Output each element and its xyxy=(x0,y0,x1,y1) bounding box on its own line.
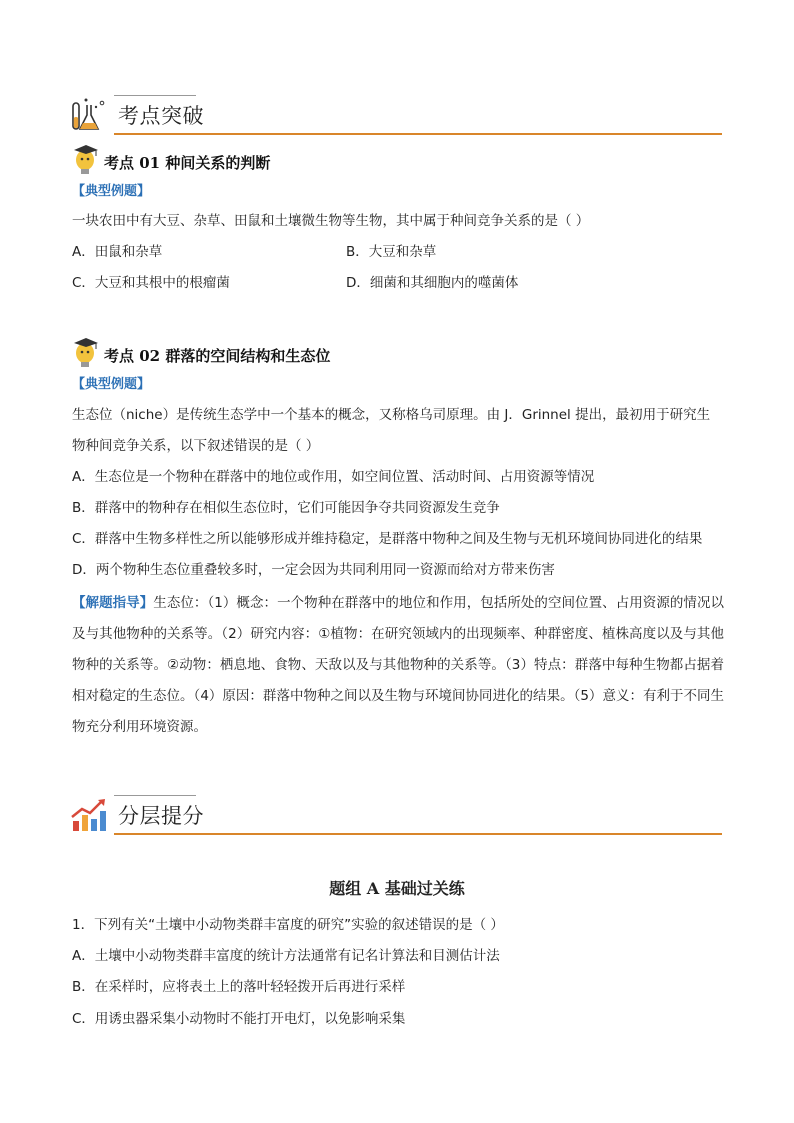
option-c: C．群落中生物多样性之所以能够形成并维持稳定，是群落中物种之间及生物与无机环境间协同进化的结果 xyxy=(72,531,703,547)
kaodian-02-heading xyxy=(72,335,472,369)
header-top-line xyxy=(114,95,196,96)
option-a: A．田鼠和杂草 xyxy=(72,244,163,260)
question-line-1: 生态位（niche）是传统生态学中一个基本的概念，又称格乌司原理。由 J．Grinnel 提出，最初用于研究生 xyxy=(72,407,711,423)
typical-example-tag: 【典型例题】 xyxy=(72,377,151,392)
option-b: B．群落中的物种存在相似生态位时，它们可能因争夺共同资源发生竞争 xyxy=(72,500,500,516)
option-d: D．细菌和其细胞内的噬菌体 xyxy=(346,275,519,291)
solution-guide-text: 生态位：（1）概念：一个物种在群落中的地位和作用，包括所处的空间位置、占用资源的情况以及与其他物种的关系等。（2）研究内容：①植物：在研究领域内的出现频率、种群密度、植株高度以及与其他物种的关系等。②动物：栖息地、食物、天敌以及与其他物种的关系等。（3）特点：群落中每种生物都占据着相对稳定的生态位。（4）原因：群落中物种之间以及生物与环境间协同进化的结果。（5）意义：有利于不同生物充分利用环境资源。 xyxy=(72,595,725,735)
option-b: B．在采样时，应将表土上的落叶轻轻拨开后再进行采样 xyxy=(72,979,406,995)
question-text: 一块农田中有大豆、杂草、田鼠和土壤微生物等生物，其中属于种间竞争关系的是（ ） xyxy=(72,213,590,229)
question-line-2: 物种间竞争关系，以下叙述错误的是（ ） xyxy=(72,438,320,454)
kaodian-01-heading xyxy=(72,142,472,176)
section-title: 考点突破 xyxy=(118,104,204,128)
option-c: C．用诱虫器采集小动物时不能打开电灯，以免影响采集 xyxy=(72,1011,406,1027)
section-header-fenceng xyxy=(70,795,722,835)
section-rule xyxy=(114,833,722,835)
header-top-line xyxy=(114,795,196,796)
group-a-title: 题组 A 基础过关练 xyxy=(329,879,465,898)
question-1-text: 1．下列有关“土壤中小动物类群丰富度的研究”实验的叙述错误的是（ ） xyxy=(72,917,504,933)
solution-guide xyxy=(72,588,724,743)
option-d: D．两个物种生态位重叠较多时，一定会因为共同利用同一资源而给对方带来伤害 xyxy=(72,562,555,578)
section-title: 分层提分 xyxy=(118,804,204,828)
lab-flask-icon xyxy=(70,97,108,133)
graduate-bulb-icon xyxy=(72,335,102,369)
option-b: B．大豆和杂草 xyxy=(346,244,437,260)
section-header-kaodian xyxy=(70,95,722,135)
option-a: A．生态位是一个物种在群落中的地位或作用，如空间位置、活动时间、占用资源等情况 xyxy=(72,469,595,485)
kaodian-01-title: 考点 01 种间关系的判断 xyxy=(104,154,271,172)
solution-guide-label: 【解题指导】 xyxy=(72,595,154,611)
graduate-bulb-icon xyxy=(72,142,102,176)
option-c: C．大豆和其根中的根瘤菌 xyxy=(72,275,230,291)
kaodian-02-title: 考点 02 群落的空间结构和生态位 xyxy=(104,347,331,365)
rising-bar-chart-icon xyxy=(70,797,108,833)
typical-example-tag: 【典型例题】 xyxy=(72,184,151,199)
section-rule xyxy=(114,133,722,135)
option-a: A．土壤中小动物类群丰富度的统计方法通常有记名计算法和目测估计法 xyxy=(72,948,500,964)
